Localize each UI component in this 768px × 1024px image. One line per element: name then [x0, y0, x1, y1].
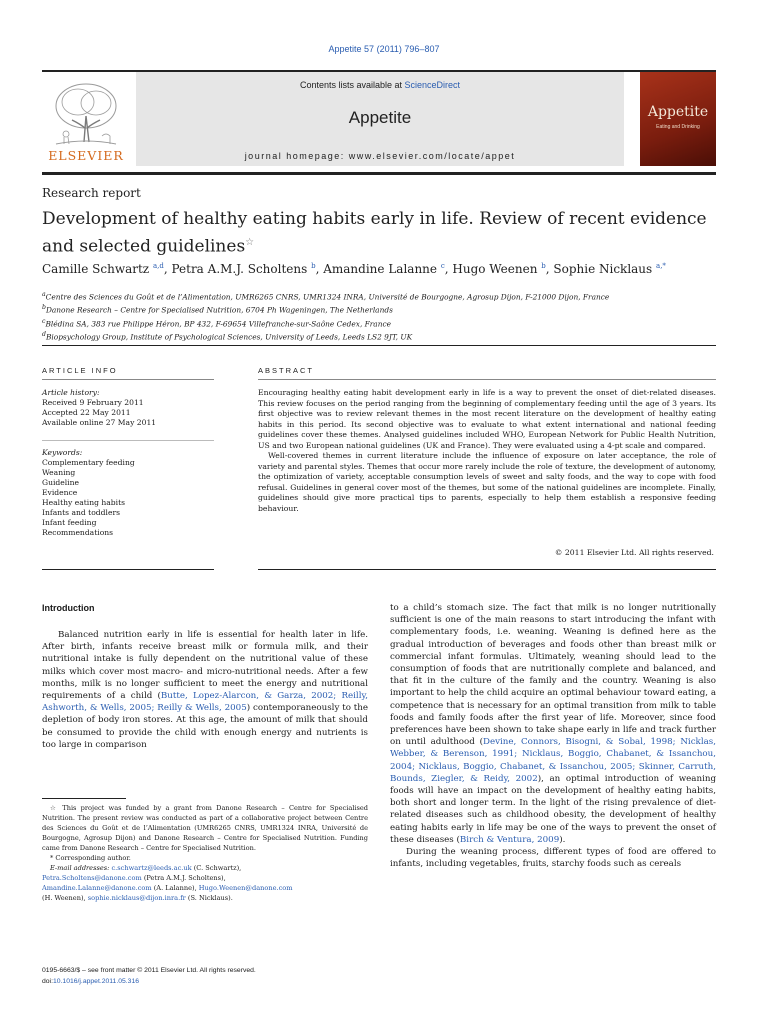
journal-title: Appetite [348, 108, 412, 127]
email-addresses [42, 863, 368, 903]
article-type: Research report [42, 186, 141, 200]
affiliation-mark: c [42, 317, 46, 325]
issn-line: 0195-6663/$ – see front matter © 2011 Elsevier Ltd. All rights reserved. [42, 967, 256, 974]
history-item: Available online 27 May 2011 [42, 418, 157, 427]
keyword-list [42, 448, 214, 538]
abstract-heading: ABSTRACT [258, 366, 315, 375]
keyword-item: Recommendations [42, 528, 114, 537]
paragraph-text: Balanced nutrition early in life is essential for health later in life. After birth, infants receive breast milk or formula milk, and their nutritional intake is fully dependent on the nutritional value of these milks which cover most macro- and micro-nutritional needs. After a few months, milk is no longer sufficient to meet the energy and nutritional requirements of a child ( [42, 630, 368, 702]
affiliation-text: Danone Research – Centre for Specialised Nutrition, 6704 Ph Wageningen, The Netherlands [45, 305, 393, 315]
author-name: Camille Schwartz [42, 262, 150, 276]
article-info-bottom-rule [42, 569, 214, 570]
citation-link[interactable]: Butte, Lopez-Alarcon, & Garza, 2002; Reilly, Ashworth, & Wells, 2005; Reilly & Wells, 2005 [42, 691, 368, 714]
author-affiliation-marker[interactable]: a,d [152, 262, 164, 270]
email-link[interactable]: sophie.nicklaus@dijon.inra.fr [87, 894, 186, 902]
contents-availability [136, 80, 624, 90]
history-item: Accepted 22 May 2011 [42, 408, 131, 417]
email-link[interactable]: Hugo.Weenen@danone.com [198, 884, 293, 892]
author-name: Amandine Lalanne [323, 262, 437, 276]
funding-footnote: ☆ This project was funded by a grant from Danone Research – Centre for Specialised Nutrition. The present review was conducted as part of a collaborative project between Centre des Sciences du Goût et de l’Alimentation (UMR6265 CNRS, UMR1324 INRA, Université de Bourgogne, Agrosup Dijon) and Danone Research – Centre for Specialised Nutrition. Funding came from Danone Research – Centre for Specialised Nutrition. [42, 804, 368, 852]
author-name: Hugo Weenen [452, 262, 538, 276]
citation-link[interactable]: Devine, Connors, Bisogni, & Sobal, 1998; Nicklas, Webber, & Berenson, 1991; Nicklaus, Boggio, Chabanet, & Issanchou, 2004; Nicklaus, Boggio, Chabanet, & Issanchou, 2005; Skinner, Carruth, Bounds, Ziegler, & Reidy, 2002 [390, 737, 717, 784]
keyword-item: Guideline [42, 478, 79, 487]
section-heading-introduction: Introduction [42, 603, 95, 613]
abstract-paragraph: Encouraging healthy eating habit development early in life is a way to prevent the onset of diet-related diseases. This review focuses on the period ranging from the beginning of complementary feeding until the age of 3 years. Its first objective was to review relevant themes in the most recent literature on the development of healthy eating habits in this period. Its second objective was to evaluate to what extent international and national feeding guidelines cover these themes. Analysed guidelines included WHO, European Network for Public Health Nutrition, US and two European national guidelines (UK and France). They were evaluated using a 4-pt scale and compared. [258, 388, 716, 450]
journal-citation-link[interactable]: Appetite 57 (2011) 796–807 [328, 44, 440, 54]
article-history [42, 388, 214, 428]
cover-subtitle: Eating and Drinking [656, 124, 700, 130]
body-paragraph: During the weaning process, different types of food are offered to infants, including vegetables, fruits, starchy foods such as cereals [390, 847, 716, 870]
sciencedirect-link[interactable]: ScienceDirect [404, 80, 461, 90]
corresponding-author-note: * Corresponding author. [50, 854, 131, 862]
author-affiliation-marker[interactable]: a,* [656, 262, 666, 270]
affiliation-mark: d [42, 331, 46, 339]
author-affiliation-marker[interactable]: b [311, 262, 316, 270]
paragraph-text: to a child’s stomach size. The fact that milk is no longer nutritionally sufficient is one of the main reasons to start introducing the infant with complementary foods, i.e. weaning. Weaning is defined here as the gradual introduction of beverages and foods other than breast milk or commercial infant formulas. Ultimately, weaning should lead to the consumption of foods that are nutritionally complete and balanced, and that fit in the culture of the family and the country. Weaning is also important to help the child acquire an optimal behaviour toward eating, a competence that is necessary for an optimal transition from milk to table foods and family foods after the first year of life. Moreover, since food preferences have been shown to take shape early in life and track further on until adulthood ( [390, 603, 716, 748]
affiliation-mark: b [42, 304, 46, 312]
affiliation-item [42, 302, 722, 315]
keywords-label: Keywords: [42, 448, 83, 457]
author-list: Camille Schwartz $^{a,d}$, Petra A.M.J. Scholtens $^b$, Amandine Lalanne $^c$, Hugo Weenen $^b$, Sophie Nicklaus $^{a,*}$ [42, 262, 666, 276]
abstract-body [258, 388, 716, 515]
publisher-wordmark: ELSEVIER [48, 148, 124, 163]
section-divider [42, 345, 716, 346]
body-column-right [390, 602, 716, 870]
elsevier-tree-logo [42, 76, 130, 164]
history-label: Article history: [42, 388, 100, 397]
author-name: Sophie Nicklaus [553, 262, 653, 276]
affiliation-list [42, 289, 722, 343]
footnote-rule [42, 798, 126, 799]
paragraph-text: ), an optimal introduction of weaning foods will have an impact on the development of healthy eating habits, both short and longer term. In the light of the rising prevalence of diet-related diseases such as childhood obesity, the development of healthy eating habits early in life may be one of the ways to prevent the onset of these diseases ( [390, 773, 717, 845]
contents-prefix: Contents lists available at [299, 80, 405, 90]
affiliation-item [42, 329, 722, 342]
body-column-left [42, 629, 368, 751]
affiliation-text: Biopsychology Group, Institute of Psychological Sciences, University of Leeds, Leeds LS2 9JT, UK [45, 332, 413, 342]
paragraph-text: ) contemporaneously to the depletion of body iron stores. At this age, the amount of milk that should be consumed to provide the child with enough energy and nutrients is too large in comparison [42, 703, 369, 750]
keyword-item: Complementary feeding [42, 458, 135, 467]
article-front-matter [42, 966, 368, 987]
footnotes [42, 803, 368, 903]
history-item: Received 9 February 2011 [42, 398, 144, 407]
doi-link[interactable]: 10.1016/j.appet.2011.05.316 [52, 977, 140, 985]
email-owner: (C. Schwartz), [191, 864, 242, 872]
abstract-bottom-rule [258, 569, 716, 570]
cover-journal-title: Appetite [647, 104, 709, 120]
affiliation-item [42, 289, 722, 302]
email-owner: (H. Weenen), [42, 894, 86, 902]
email-owner: (S. Nicklaus). [185, 894, 233, 902]
keyword-item: Evidence [42, 488, 78, 497]
history-divider [42, 440, 214, 441]
email-owner: (Petra A.M.J. Scholtens), [141, 874, 226, 882]
doi-line [42, 977, 368, 988]
abstract-rule [258, 379, 716, 380]
article-info-rule [42, 379, 214, 380]
paragraph-text: ). [559, 834, 566, 845]
doi-label: doi: [42, 977, 53, 985]
author-affiliation-marker[interactable]: c [440, 262, 445, 270]
header-bottom-rule [42, 172, 716, 175]
keyword-item: Infant feeding [42, 518, 97, 527]
citation-link[interactable]: Birch & Ventura, 2009 [459, 834, 560, 845]
article-info-heading: ARTICLE INFO [42, 366, 118, 375]
affiliation-item [42, 316, 722, 329]
article-title-text: Development of healthy eating habits early in life. Review of recent evidence and selected guidelines [42, 209, 707, 257]
email-link[interactable]: Petra.Scholtens@danone.com [42, 874, 142, 882]
keyword-item: Weaning [42, 468, 76, 477]
keyword-item: Infants and toddlers [42, 508, 120, 517]
article-title [42, 208, 722, 259]
email-link[interactable]: c.schwartz@leeds.ac.uk [111, 864, 192, 872]
affiliation-text: Blédina SA, 383 rue Philippe Héron, BP 432, F-69654 Villefranche-sur-Saône Cedex, France [45, 319, 391, 329]
title-footnote-marker[interactable]: ☆ [245, 237, 255, 248]
affiliation-text: Centre des Sciences du Goût et de l’Alimentation, UMR6265 CNRS, UMR1324 INRA, Université de Bourgogne, Agrosup Dijon, F-21000 Dijon, France [45, 292, 610, 302]
body-paragraph [390, 602, 716, 846]
author-name: Petra A.M.J. Scholtens [171, 262, 308, 276]
abstract-copyright: © 2011 Elsevier Ltd. All rights reserved. [554, 548, 714, 557]
email-label: E-mail addresses: [50, 864, 110, 872]
affiliation-mark: a [42, 291, 46, 298]
email-owner: (A. Lalanne), [151, 884, 197, 892]
email-link[interactable]: Amandine.Lalanne@danone.com [42, 884, 152, 892]
author-affiliation-marker[interactable]: b [541, 262, 546, 270]
journal-homepage-link[interactable]: journal homepage: www.elsevier.com/locate/appet [244, 151, 516, 161]
keyword-item: Healthy eating habits [42, 498, 126, 507]
abstract-paragraph: Well-covered themes in current literature include the influence of exposure on later acceptance, the role of variety and parental styles. Themes that occur more rarely include the role of texture, the development of autonomy, the optimization of variety, acceptable consumption levels of sweet and salty foods, and the way to cope with food refusal. Guidelines in general cover most of the themes, but some of the national guidelines are incomplete. Finally, guidelines should give more practical tips to parents, especially to help them establish a responsive feeding behaviour. [258, 451, 716, 514]
body-paragraph [42, 629, 368, 751]
